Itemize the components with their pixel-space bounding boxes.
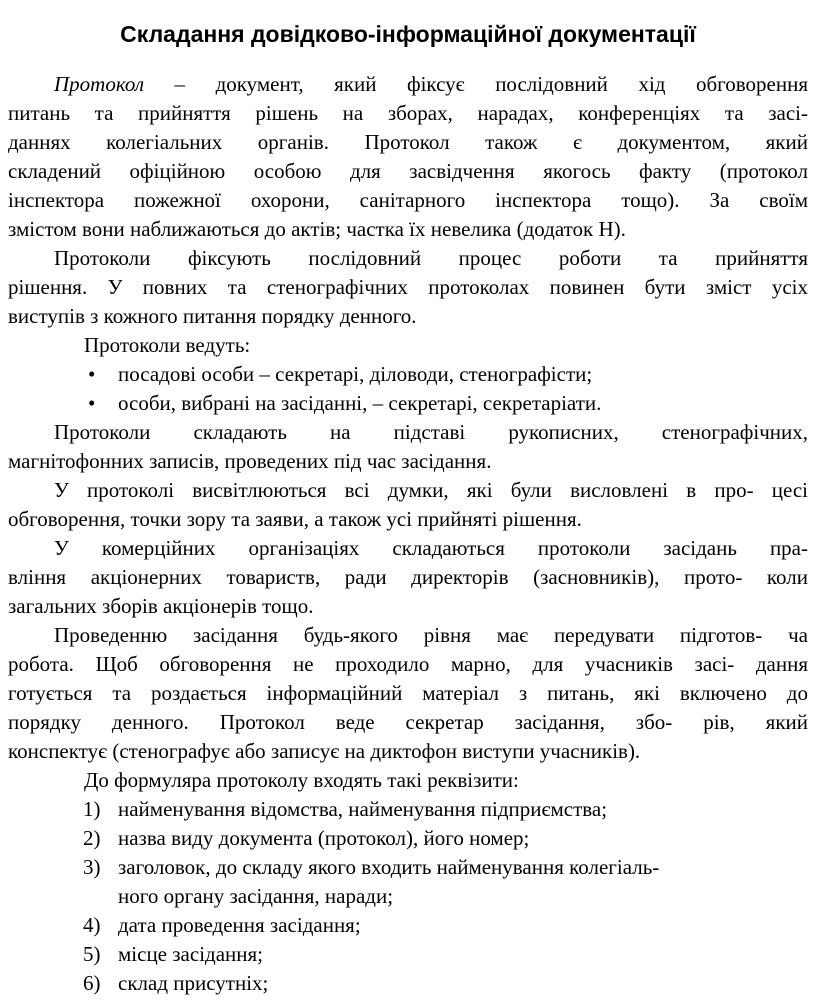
- text-line: Протоколи складають на підставі рукописних, стенографічних,: [54, 420, 808, 444]
- text-line: У комерційних організаціях складаються протоколи засідань пра-: [54, 536, 808, 560]
- item-text: [118, 940, 808, 969]
- text-line: порядку денного. Протокол веде секретар засідання, збо- рів, який: [8, 710, 808, 734]
- text-line: Протоколи фіксують послідовний процес роботи та прийняття: [54, 246, 808, 270]
- text-line: виступів з кожного питання порядку денного.: [8, 304, 417, 328]
- item-text: [118, 360, 808, 389]
- bullet-item: [8, 389, 808, 418]
- text-line: посадові особи – секретарі, діловоди, стенографісти;: [118, 362, 593, 386]
- page-title: Складання довідково-інформаційної документації: [120, 21, 696, 47]
- text-line: ного органу засідання, наради;: [118, 884, 394, 908]
- paragraph: [8, 244, 808, 331]
- text-line: обговорення, точки зору та заяви, а також усі прийняті рішення.: [8, 507, 582, 531]
- item-text: [118, 853, 808, 911]
- paragraph: [8, 331, 808, 360]
- item-number: 2): [83, 826, 101, 850]
- document-body: [8, 70, 808, 998]
- text-line: Протокол – документ, який фіксує послідовний хід обговорення: [54, 72, 808, 96]
- paragraph: [8, 534, 808, 621]
- text-line: місце засідання;: [118, 942, 264, 966]
- item-text: [118, 969, 808, 998]
- item-text: [118, 911, 808, 940]
- numbered-list: [8, 795, 808, 998]
- text-line: У протоколі висвітлюються всі думки, які були висловлені в про- цесі: [54, 478, 808, 502]
- item-number: 5): [83, 942, 101, 966]
- paragraph: [8, 766, 808, 795]
- item-number: 1): [83, 797, 101, 821]
- text-line: дата проведення засідання;: [118, 913, 361, 937]
- text-line: Протоколи ведуть:: [84, 333, 251, 357]
- paragraph: [8, 621, 808, 766]
- paragraph: [8, 418, 808, 476]
- item-number: 6): [83, 971, 101, 995]
- text-line: питань та прийняття рішень на зборах, нарадах, конференціях та засі-: [8, 101, 808, 125]
- text-line: особи, вибрані на засіданні, – секретарі, секретаріати.: [118, 391, 602, 415]
- item-text: [118, 389, 808, 418]
- text-line: конспектує (стенографує або записує на диктофон виступи учасників).: [8, 739, 641, 763]
- text-line: складений офіційною особою для засвідчення якогось факту (протокол: [8, 159, 808, 183]
- text-line: магнітофонних записів, проведених під час засідання.: [8, 449, 492, 473]
- numbered-item: [8, 824, 808, 853]
- bullet-marker: •: [88, 362, 96, 386]
- text-line: інспектора пожежної охорони, санітарного інспектора тощо). За своїм: [8, 188, 808, 212]
- item-number: 4): [83, 913, 101, 937]
- text-line: заголовок, до складу якого входить найменування колегіаль-: [118, 855, 660, 879]
- text-line: даннях колегіальних органів. Протокол також є документом, який: [8, 130, 808, 154]
- bullet-item: [8, 360, 808, 389]
- italic-lead-word: Протокол: [54, 72, 144, 96]
- text-line: змістом вони наближаються до актів; частка їх невелика (додаток Н).: [8, 217, 626, 241]
- item-text: [118, 824, 808, 853]
- numbered-item: [8, 795, 808, 824]
- paragraph: [8, 476, 808, 534]
- bullet-marker: •: [88, 391, 96, 415]
- text-line: готується та роздається інформаційний матеріал з питань, які включено до: [8, 681, 808, 705]
- text-line: найменування відомства, найменування підприємства;: [118, 797, 608, 821]
- numbered-item: [8, 911, 808, 940]
- text-line: рішення. У повних та стенографічних протоколах повинен бути зміст усіх: [8, 275, 808, 299]
- text-line: склад присутніх;: [118, 971, 269, 995]
- numbered-item: [8, 969, 808, 998]
- numbered-item: [8, 853, 808, 911]
- text-line: Проведенню засідання будь-якого рівня має передувати підготов- ча: [54, 623, 808, 647]
- text-line: робота. Щоб обговорення не проходило марно, для учасників засі- дання: [8, 652, 808, 676]
- numbered-item: [8, 940, 808, 969]
- paragraph: [8, 70, 808, 244]
- item-text: [118, 795, 808, 824]
- text-line: назва виду документа (протокол), його номер;: [118, 826, 530, 850]
- item-number: 3): [83, 855, 101, 879]
- bullets-list: [8, 360, 808, 418]
- text-line: загальних зборів акціонерів тощо.: [8, 594, 314, 618]
- text-line: вління акціонерних товариств, ради директорів (засновників), прото- коли: [8, 565, 808, 589]
- text-line: До формуляра протоколу входять такі реквізити:: [84, 768, 519, 792]
